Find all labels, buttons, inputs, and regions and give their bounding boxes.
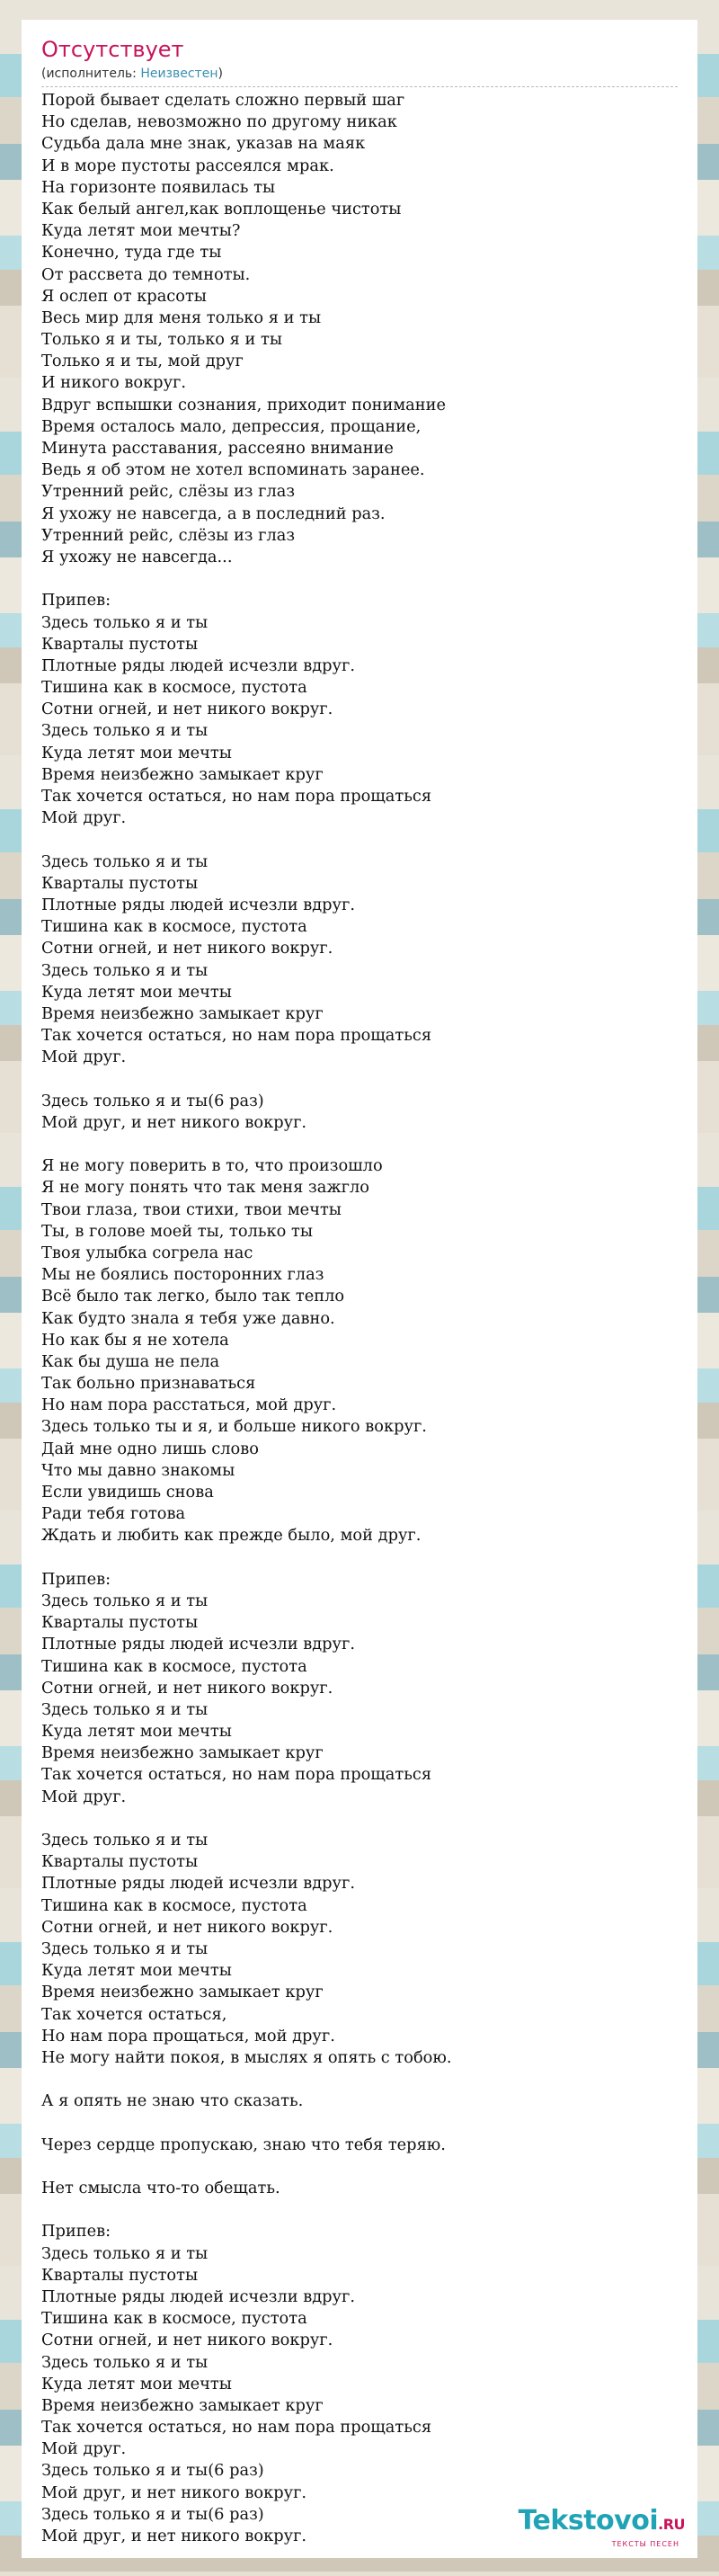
- lyric-line: А я опять не знаю что сказать.: [41, 2091, 304, 2111]
- lyric-line: Минута расставания, рассеяно внимание: [41, 439, 394, 458]
- lyric-line: Я не могу понять что так меня зажгло: [41, 1178, 370, 1198]
- lyric-line: Сотни огней, и нет никого вокруг.: [41, 700, 333, 719]
- lyric-line: [41, 1068, 679, 1090]
- lyric-line: Кварталы пустоты: [41, 2265, 199, 2285]
- lyric-line: Кварталы пустоты: [41, 1852, 199, 1872]
- lyric-line: Припев:: [41, 2222, 111, 2242]
- lyric-line: Мой друг.: [41, 808, 127, 828]
- lyric-line: Так хочется остаться, но нам пора прощаться: [41, 787, 432, 806]
- lyric-line: [41, 1808, 679, 1830]
- lyric-line: Сотни огней, и нет никого вокруг.: [41, 2331, 333, 2350]
- lyric-line: Как бы душа не пела: [41, 1351, 220, 1371]
- lyric-line: [41, 1134, 679, 1155]
- site-logo[interactable]: [519, 2506, 685, 2549]
- lyric-line: От рассвета до темноты.: [41, 264, 251, 284]
- performer-suffix: ): [217, 67, 223, 81]
- lyric-line: Кварталы пустоты: [41, 1613, 199, 1633]
- lyric-line: Но как бы я не хотела: [41, 1330, 229, 1350]
- lyric-line: Я не могу поверить в то, что произошло: [41, 1156, 383, 1176]
- lyric-line: Здесь только я и ты(6 раз): [41, 2504, 264, 2524]
- lyric-line: Твоя улыбка согрела нас: [41, 1243, 253, 1262]
- lyric-line: Время осталось мало, депрессия, прощание,: [41, 416, 422, 436]
- lyric-line: Нет смысла что-то обещать.: [41, 2179, 280, 2197]
- lyric-line: Так хочется остаться, но нам пора прощаться: [41, 1765, 432, 1785]
- lyric-line: Весь мир для меня только я и ты: [41, 308, 322, 327]
- lyric-line: Мой друг.: [41, 1787, 127, 1806]
- lyric-line: Как будто знала я тебя уже давно.: [41, 1308, 335, 1328]
- lyric-line: Твои глаза, твои стихи, твои мечты: [41, 1199, 342, 1219]
- lyric-line: Дай мне одно лишь слово: [41, 1439, 259, 1458]
- lyric-line: Мой друг, и нет никого вокруг.: [41, 2482, 307, 2502]
- lyric-line: Но нам пора расстаться, мой друг.: [41, 1395, 337, 1415]
- lyric-line: Время неизбежно замыкает круг: [41, 1003, 324, 1023]
- lyric-line: Тишина как в космосе, пустота: [41, 2309, 307, 2329]
- lyric-line: Куда летят мои мечты: [41, 982, 232, 1002]
- lyric-line: Ведь я об этом не хотел вспоминать заранее.: [41, 460, 425, 480]
- lyric-line: [41, 2156, 679, 2178]
- song-title: Отсутствует: [41, 37, 184, 62]
- lyric-line: Здесь только я и ты: [41, 2243, 209, 2263]
- lyric-line: Кварталы пустоты: [41, 634, 199, 654]
- lyric-line: Здесь только я и ты: [41, 1699, 209, 1719]
- lyrics-card: [22, 20, 697, 2558]
- lyric-line: Не могу найти покоя, в мыслях я опять с тобою.: [41, 2047, 452, 2067]
- lyric-line: Здесь только я и ты: [41, 721, 209, 741]
- performer-line: [41, 65, 678, 87]
- lyric-line: Куда летят мои мечты: [41, 1961, 232, 1981]
- lyric-line: Здесь только я и ты: [41, 851, 209, 871]
- lyric-line: Но сделав, невозможно по другому никак: [41, 112, 397, 132]
- lyric-line: Только я и ты, мой друг: [41, 352, 244, 371]
- lyric-line: [41, 2112, 679, 2134]
- lyric-line: Плотные ряды людей исчезли вдруг.: [41, 1874, 355, 1894]
- lyric-line: Здесь только я и ты: [41, 1939, 209, 1958]
- lyric-line: Так хочется остаться, но нам пора прощаться: [41, 1026, 432, 1046]
- lyric-line: Здесь только я и ты: [41, 1831, 209, 1850]
- lyric-line: Мой друг, и нет никого вокруг.: [41, 2527, 307, 2545]
- lyric-line: Здесь только ты и я, и больше никого вокруг.: [41, 1417, 427, 1437]
- song-header: [22, 20, 697, 87]
- lyric-line: [41, 2199, 679, 2221]
- lyric-line: [41, 829, 679, 851]
- lyric-line: Время неизбежно замыкает круг: [41, 2395, 324, 2415]
- lyric-line: Тишина как в космосе, пустота: [41, 678, 307, 698]
- lyric-line: Я ухожу не навсегда...: [41, 547, 233, 566]
- lyric-line: Мой друг, и нет никого вокруг.: [41, 1112, 307, 1132]
- logo-tagline: ТЕКСТЫ ПЕСЕН: [611, 2540, 679, 2548]
- performer-link[interactable]: Неизвестен: [140, 67, 218, 81]
- logo-tld: .RU: [658, 2516, 685, 2533]
- lyric-line: И никого вокруг.: [41, 373, 186, 393]
- lyric-line: Тишина как в космосе, пустота: [41, 1895, 307, 1915]
- lyric-line: Сотни огней, и нет никого вокруг.: [41, 1917, 333, 1937]
- lyric-line: Здесь только я и ты(6 раз): [41, 2461, 264, 2481]
- lyric-line: Порой бывает сделать сложно первый шаг: [41, 91, 405, 110]
- lyric-line: [41, 1547, 679, 1569]
- lyric-line: Время неизбежно замыкает круг: [41, 1983, 324, 2002]
- lyric-line: Тишина как в космосе, пустота: [41, 917, 307, 937]
- performer-prefix: (исполнитель:: [41, 67, 141, 81]
- lyric-line: Время неизбежно замыкает круг: [41, 1743, 324, 1763]
- lyric-line: Так хочется остаться, но нам пора прощаться: [41, 2418, 432, 2438]
- lyric-line: Здесь только я и ты: [41, 960, 209, 980]
- lyric-line: Тишина как в космосе, пустота: [41, 1656, 307, 1676]
- lyric-line: Здесь только я и ты(6 раз): [41, 1091, 264, 1110]
- lyric-line: Плотные ряды людей исчезли вдруг.: [41, 895, 355, 914]
- lyric-line: Если увидишь снова: [41, 1483, 214, 1502]
- lyric-line: Здесь только я и ты: [41, 612, 209, 632]
- lyric-line: Утренний рейс, слёзы из глаз: [41, 525, 296, 545]
- lyric-line: Мой друг.: [41, 1047, 127, 1067]
- lyric-line: Так больно признаваться: [41, 1374, 256, 1394]
- lyric-line: Вдруг вспышки сознания, приходит понимание: [41, 395, 447, 414]
- lyric-line: Но нам пора прощаться, мой друг.: [41, 2026, 335, 2046]
- lyric-line: Припев:: [41, 591, 111, 611]
- lyric-line: Сотни огней, и нет никого вокруг.: [41, 939, 333, 958]
- logo-wordmark: [519, 2506, 685, 2540]
- lyric-line: И в море пустоты рассеялся мрак.: [41, 156, 334, 175]
- lyric-line: Всё было так легко, было так тепло: [41, 1287, 345, 1306]
- lyric-line: Куда летят мои мечты: [41, 2374, 232, 2393]
- lyric-line: Конечно, туда где ты: [41, 243, 222, 263]
- lyric-line: Куда летят мои мечты?: [41, 221, 241, 241]
- lyric-line: На горизонте появилась ты: [41, 177, 276, 197]
- logo-brand: Tekstovoi: [518, 2505, 659, 2536]
- lyric-line: Как белый ангел,как воплощенье чистоты: [41, 199, 402, 218]
- lyric-line: Кварталы пустоты: [41, 873, 199, 893]
- lyric-line: Здесь только я и ты: [41, 2352, 209, 2372]
- lyric-line: Мой друг.: [41, 2439, 127, 2459]
- lyric-line: Плотные ряды людей исчезли вдруг.: [41, 655, 355, 675]
- lyric-line: Я ухожу не навсегда, а в последний раз.: [41, 504, 386, 523]
- lyric-line: Плотные ряды людей исчезли вдруг.: [41, 2286, 355, 2306]
- lyric-line: Что мы давно знакомы: [41, 1460, 235, 1480]
- lyric-line: [41, 568, 679, 590]
- lyric-line: [41, 2069, 679, 2090]
- lyric-line: Мы не боялись посторонних глаз: [41, 1265, 324, 1285]
- lyric-line: Здесь только я и ты: [41, 1591, 209, 1610]
- lyric-line: Плотные ряды людей исчезли вдруг.: [41, 1635, 355, 1654]
- lyric-line: Через сердце пропускаю, знаю что тебя теряю.: [41, 2135, 446, 2154]
- lyrics-text: [41, 90, 679, 2547]
- lyric-line: Ждать и любить как прежде было, мой друг.: [41, 1526, 422, 1546]
- lyric-line: Куда летят мои мечты: [41, 743, 232, 762]
- lyric-line: Куда летят мои мечты: [41, 1722, 232, 1742]
- lyric-line: Утренний рейс, слёзы из глаз: [41, 482, 296, 502]
- lyric-line: Ради тебя готова: [41, 1504, 186, 1524]
- lyric-line: Время неизбежно замыкает круг: [41, 764, 324, 784]
- lyric-line: Ты, в голове моей ты, только ты: [41, 1221, 314, 1241]
- lyric-line: Судьба дала мне знак, указав на маяк: [41, 134, 366, 154]
- lyric-line: Припев:: [41, 1569, 111, 1589]
- lyric-line: Сотни огней, и нет никого вокруг.: [41, 1678, 333, 1698]
- lyric-line: Только я и ты, только я и ты: [41, 330, 283, 350]
- lyric-line: Так хочется остаться,: [41, 2004, 227, 2024]
- lyric-line: Я ослеп от красоты: [41, 286, 207, 306]
